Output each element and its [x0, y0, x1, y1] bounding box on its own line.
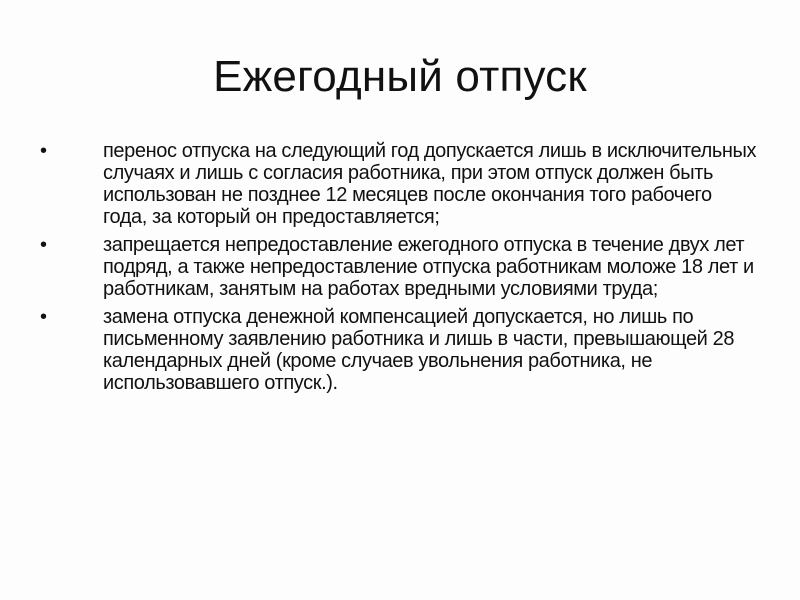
bullet-list: [0, 140, 800, 400]
bullet-dot-icon: •: [40, 234, 47, 256]
bullet-dot-icon: •: [40, 306, 47, 328]
bullet-dot-icon: •: [40, 140, 47, 162]
bullet-item: [0, 234, 800, 300]
bullet-text: замена отпуска денежной компенсацией допускается, но лишь по письменному заявлению работника и лишь в части, превышающей 28 календарных дней (кроме случаев увольнения работника, не использовавшего отпуск.).: [103, 306, 735, 394]
bullet-item: [0, 306, 800, 394]
bullet-item: [0, 140, 800, 228]
bullet-text: перенос отпуска на следующий год допускается лишь в исключительных случаях и лишь с согласия работника, при этом отпуск должен быть использован не позднее 12 месяцев после окончания того рабочего года, за который он предоставляется;: [103, 140, 757, 228]
bullet-text: запрещается непредоставление ежегодного отпуска в течение двух лет подряд, а также непредоставление отпуска работникам моложе 18 лет и работникам, занятым на работах вредными условиями труда;: [103, 234, 754, 300]
slide-title: Ежегодный отпуск: [213, 52, 587, 101]
